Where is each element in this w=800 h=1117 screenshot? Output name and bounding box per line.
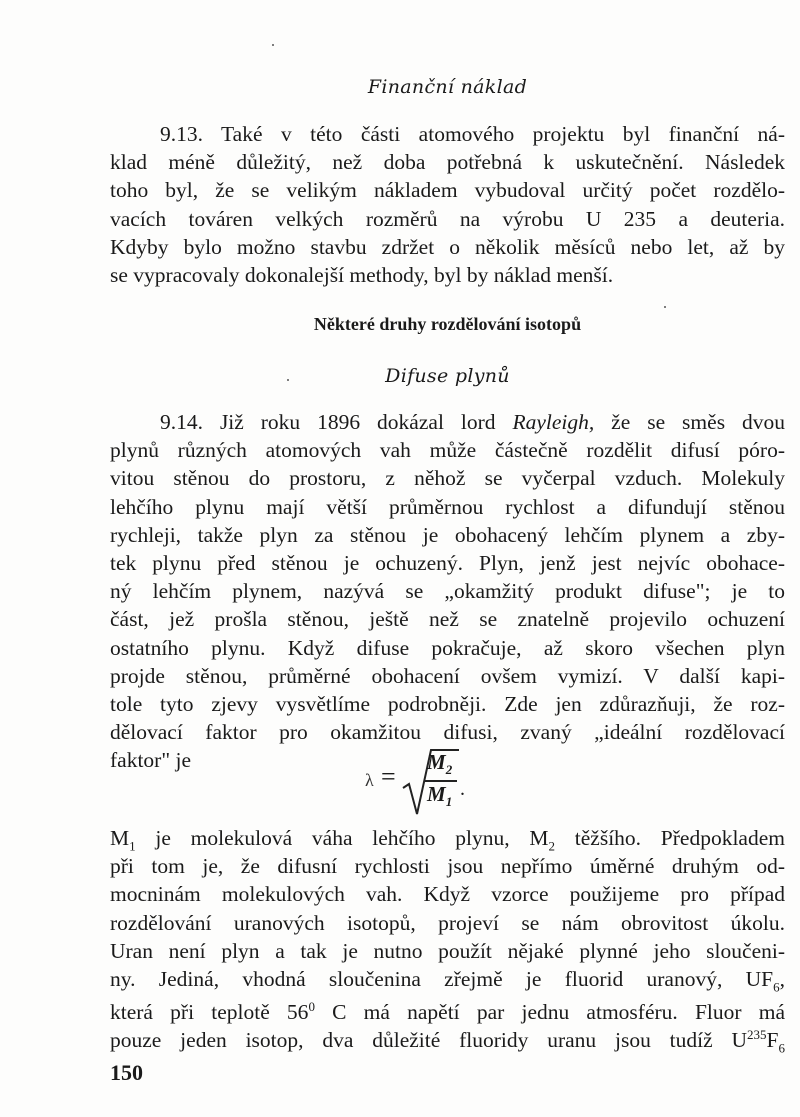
text-line <box>110 1021 785 1056</box>
text-line: vacích továren velkých rozměrů na výrobu U 235 a deuteria. <box>110 206 785 231</box>
subscript: 2 <box>548 838 556 854</box>
superscript: 0 <box>308 999 315 1015</box>
text-line <box>110 965 785 993</box>
text-line: toho byl, že se velikým nákladem vybudoval určitý počet rozdělo- <box>110 178 785 203</box>
text-line <box>110 824 785 852</box>
text-line: 9.13. Také v této části atomového projektu byl finanční ná- <box>160 122 785 146</box>
text-segment: pouze jeden isotop, dva důležité fluoridy uranu jsou tudíž U <box>110 1028 748 1053</box>
subscript: 6 <box>773 979 780 995</box>
text-line: Uran není plyn a tak je nutno použít nějaké plynné jeho sloučeni- <box>110 938 785 963</box>
text-line: se vypracovaly dokonalejší methody, byl by náklad menší. <box>110 262 614 287</box>
text-segment: F <box>766 1028 779 1053</box>
scan-speck <box>272 44 274 46</box>
text-line: ný lehčím plynem, nazývá se „okamžitý produkt difuse"; je to <box>110 579 785 604</box>
subsubsection-heading: Difuse plynů <box>385 365 510 387</box>
subscript: 1 <box>129 838 136 854</box>
text-line: vitou stěnou do prostoru, z něhož se vyčerpal vzduch. Molekuly <box>110 466 785 491</box>
text-line: faktor" je <box>110 748 192 773</box>
text-line: projde stěnou, průměrné obohacení ovšem vymizí. V další kapi- <box>110 663 785 688</box>
subsection-heading: Některé druhy rozdělování isotopů <box>313 314 582 334</box>
text-line: rychleji, takže plyn za stěnou je obohacený lehčím plynem a zby- <box>110 522 785 547</box>
page-number: 150 <box>110 1060 143 1085</box>
paragraph-9-13 <box>110 120 785 289</box>
formula-period: . <box>460 778 465 800</box>
text-segment: která při teplotě 56 <box>110 1000 309 1025</box>
numerator-subscript: 2 <box>445 762 453 778</box>
text-line: ostatního plynu. Když difuse pokračuje, až skoro všechen plyn <box>110 635 785 660</box>
equals-sign: = <box>381 762 396 791</box>
name-rayleigh: Rayleigh, <box>512 410 595 434</box>
text-segment: ny. Jediná, vhodná sloučenina zřejmě je fluorid uranový, UF <box>110 966 774 991</box>
scan-speck <box>664 306 666 308</box>
separation-factor-formula <box>365 748 565 818</box>
text-line: klad méně důležitý, než doba potřebná k uskutečnění. Následek <box>110 150 785 175</box>
subscript: 6 <box>778 1040 785 1056</box>
text-line: tek plynu před stěnou je ochuzený. Plyn, jenž jest nejvíc obohace- <box>110 550 785 575</box>
lambda-symbol: λ <box>365 770 374 790</box>
text-line <box>110 408 785 436</box>
superscript: 235 <box>747 1027 767 1043</box>
denominator-subscript: 1 <box>445 794 453 810</box>
text-line <box>110 993 786 1025</box>
numerator <box>427 750 452 778</box>
text-segment: C má napětí par jednu atmosféru. Fluor má <box>314 1000 786 1025</box>
text-line: plynů různých atomových vah může částečně rozdělit difusí póro- <box>110 438 785 463</box>
text-line: Kdyby bylo možno stavbu zdržet o několik měsíců nebo let, až by <box>110 234 785 259</box>
numerator-symbol: M <box>427 750 446 774</box>
m1-symbol: M <box>110 826 130 850</box>
text-line: při tom je, že difusní rychlosti jsou nepřímo úměrné druhým od- <box>110 854 785 879</box>
scan-speck <box>287 379 289 381</box>
text-line: tole tyto zjevy vysvětlíme podrobněji. Zde jen zdůrazňuji, že roz- <box>110 691 785 716</box>
denominator <box>427 782 452 810</box>
denominator-symbol: M <box>427 782 446 806</box>
text-segment: 9.14. Již roku 1896 dokázal lord <box>160 410 513 434</box>
text-line: mocninám molekulových vah. Když vzorce použijeme pro případ <box>110 882 785 907</box>
text-line: dělovací faktor pro okamžitou difusi, zvaný „ideální rozdělovací <box>110 720 785 745</box>
text-segment: těžšího. Předpokladem <box>555 826 785 850</box>
text-line: lehčího plynu mají větší průměrnou rychlost a difundují stěnou <box>110 494 785 519</box>
text-line: část, jež prošla stěnou, ještě než se znatelně projevilo ochuzení <box>110 607 785 632</box>
section-heading: Finanční náklad <box>367 76 528 98</box>
text-segment: je molekulová váha lehčího plynu, <box>135 826 530 850</box>
text-line: rozdělování uranových isotopů, projeví se nám obrovitost úkolu. <box>110 910 785 935</box>
text-segment: že se směs dvou <box>594 410 785 434</box>
paragraph-9-14 <box>110 408 785 774</box>
text-segment: , <box>779 966 785 991</box>
m2-symbol: M <box>529 826 549 850</box>
paragraph-after-formula <box>110 824 786 1056</box>
